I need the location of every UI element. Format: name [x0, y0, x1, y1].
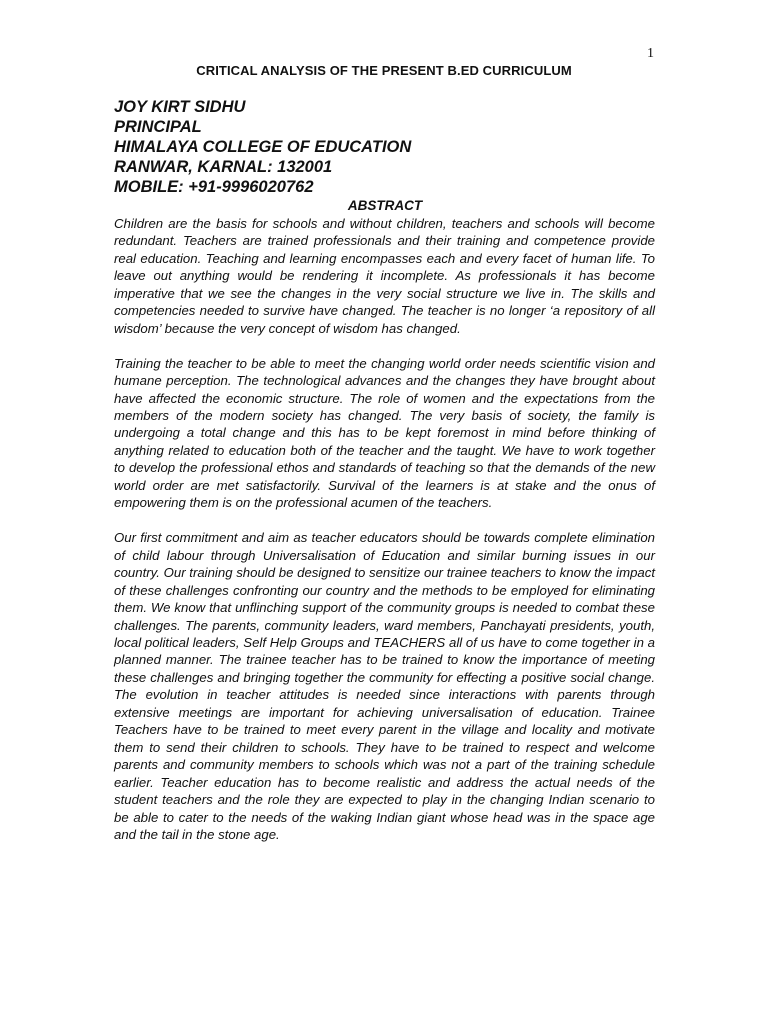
- author-block: [114, 97, 654, 197]
- author-name: JOY KIRT SIDHU: [114, 98, 246, 116]
- abstract-paragraph: Our first commitment and aim as teacher educators should be towards complete elimination of child labour through Universalisation of Education and similar burning issues in our country. Our training should be designed to sensitize our trainee teachers to know the impact of these challenges confronting our country and the methods to be employed for eliminating them. We know that unflinching support of the community groups is needed to combat these challenges. The parents, community leaders, ward members, Panchayati presidents, youth, local political leaders, Self Help Groups and TEACHERS all of us have to come together in a planned manner. The trainee teacher has to be trained to know the importance of meeting these challenges and bringing together the community for effecting a positive social change. The evolution in teacher attitudes is needed since interactions with parents through extensive meetings are important for achieving universalisation of education. Trainee Teachers have to be trained to meet every parent in the village and locality and motivate them to send their children to schools. They have to be trained to respect and welcome parents and community members to schools which was not a part of the training schedule earlier. Teacher education has to become realistic and address the actual needs of the student teachers and the role they are expected to play in the changing Indian scenario to be able to cater to the needs of the waking Indian giant whose head was in the space age and the tail in the stone age.: [114, 530, 655, 842]
- abstract-body: [114, 215, 655, 861]
- document-title: CRITICAL ANALYSIS OF THE PRESENT B.ED CURRICULUM: [196, 63, 572, 78]
- author-address: RANWAR, KARNAL: 132001: [114, 158, 333, 176]
- author-mobile: MOBILE: +91-9996020762: [114, 178, 314, 196]
- author-position: PRINCIPAL: [114, 118, 202, 136]
- abstract-paragraph: Training the teacher to be able to meet the changing world order needs scientific vision and humane perception. The technological advances and the changes they have brought about have affected the economic structure. The role of women and the expectations from the members of the modern society has changed. The very basis of society, the family is undergoing a total change and this has to be kept foremost in mind before thinking of anything related to education both of the teacher and the taught. We have to work together to develop the professional ethos and standards of teaching so that the demands of the new world order are met satisfactorily. Survival of the learners is at stake and the onus of empowering them is on the professional acumen of the teachers.: [114, 355, 655, 511]
- abstract-paragraph: Children are the basis for schools and without children, teachers and schools will become redundant. Teachers are trained professionals and their training and competence provide real education. Teaching and learning encompasses each and every facet of human life. To leave out anything would be rendering it incomplete. As professionals it has become imperative that we see the changes in the very social structure we live in. The skills and competencies needed to survive have changed. The teacher is no longer ‘a repository of all wisdom’ because the very concept of wisdom has changed.: [114, 216, 655, 336]
- abstract-heading: ABSTRACT: [347, 198, 423, 213]
- author-institution: HIMALAYA COLLEGE OF EDUCATION: [114, 138, 412, 156]
- page-number: 1: [647, 46, 654, 61]
